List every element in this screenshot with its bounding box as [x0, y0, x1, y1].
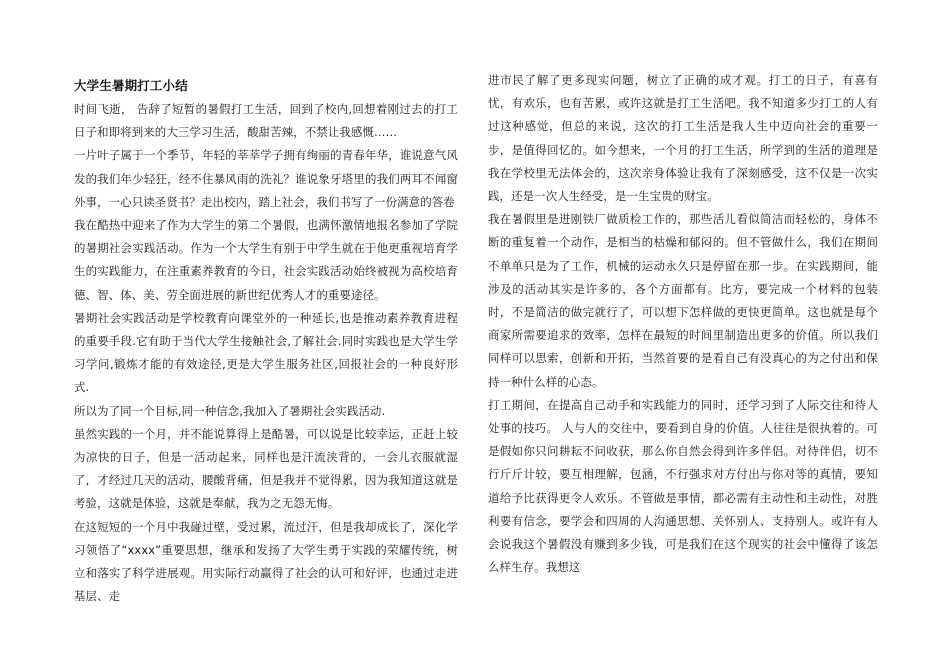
paragraph: 我在暑假里是进刚铁厂做质检工作的，那些活儿看似简洁而轻松的，身体不断的重复着一个动作，是相当的枯燥和郁闷的。但不管做什么，我们在期间不单单只是为了工作，机械的运动永久只是停留在那一步。在实践期间，能涉及的活动其实是许多的，各个方面都有。比方，要完成一个材料的包装时，不是简洁的做完就行了，可以想下怎样做的更快更简单。这也就是每个商家所需要追求的效率，怎样在最短的时间里制造出更多的价值。所以我们同样可以思索，创新和开拓，当然首要的是看自己有没真心的为之付出和保持一种什么样的心态。 [488, 212, 878, 389]
paragraph: 在这短短的一个月中我碰过壁，受过累，流过汗，但是我却成长了，深化学习领悟了“xxxx”重要思想，继承和发扬了大学生勇于实践的荣耀传统，树立和落实了科学进展观。用实际行动赢得了社会的认可和好评，也通过走进基层、走 [74, 519, 458, 604]
paragraph: 暑期社会实践活动是学校教育向课堂外的一种延长,也是推动素养教育进程的重要手段.它有助于当代大学生接触社会,了解社会.同时实践也是大学生学习学问,锻炼才能的有效途径,更是大学生服务社区,回报社会的一种良好形式. [74, 310, 458, 395]
paragraph: 一片叶子属于一个季节，年轻的莘莘学子拥有绚丽的青春年华，谁说意气风发的我们年少轻狂，经不住暴风雨的洗礼？谁说象牙塔里的我们两耳不闻窗外事，一心只读圣贤书？走出校内，踏上社会，我们书写了一份满意的答卷 [74, 148, 458, 209]
paragraph: 所以为了同一个目标,同一种信念,我加入了暑期社会实践活动. [74, 403, 386, 418]
paragraph: 虽然实践的一个月，并不能说算得上是酷暑，可以说是比较幸运，正赶上较为凉快的日子，但是一活动起来，同样也是汗流浃背的，一会儿衣服就湿了，才经过几天的活动，腰酸背痛，但是我并不觉得累，因为我知道这就是考验，这就是体验，这就是奉献，我为之无怨无悔。 [74, 426, 458, 511]
paragraph: 进市民了解了更多现实问题，树立了正确的成才观。打工的日子，有喜有忧，有欢乐，也有苦累，或许这就是打工生活吧。我不知道多少打工的人有过这种感觉，但总的来说，这次的打工生活是我人生中迈向社会的重要一步，是值得回忆的。如今想来，一个月的打工生活，所学到的生活的道理是我在学校里无法体会的，这次亲身体验让我有了深刻感受，这不仅是一次实践，还是一次人生经受，是一生宝贵的财宝。 [488, 73, 878, 204]
paragraph: 打工期间，在提高自己动手和实践能力的同时，还学习到了人际交往和待人处事的技巧。 人与人的交往中，要看到自身的价值。人往往是很执着的。可是假如你只问耕耘不问收获，那么你自然会得到许多伴侣。对待伴侣，切不行斤斤计较，要互相理解，包涵，不行强求对方付出与你对等的真情，要知道给予比获得更令人欢乐。不管做是事情，都必需有主动性和主动性，对胜利要有信念，要学会和四周的人沟通思想、关怀别人、支持别人。或许有人会说我这个暑假没有赚到多少钱，可是我们在这个现实的社会中懂得了该怎么样生存。我想这 [488, 397, 878, 575]
left-column [74, 74, 458, 608]
document-title: 大学生暑期打工小结 [74, 78, 188, 93]
paragraph: 我在酷热中迎来了作为大学生的第二个暑假，也满怀激情地报名参加了学院的暑期社会实践活动。作为一个大学生有别于中学生就在于他更重视培育学生的实践能力，在注重素养教育的今日，社会实践活动始终被视为高校培育德、智、体、美、劳全面进展的新世纪优秀人才的重要途径。 [74, 218, 458, 302]
right-column [488, 69, 878, 579]
paragraph: 时间飞逝， 告辞了短暂的暑假打工生活，回到了校内,回想着刚过去的打工日子和即将到来的大三学习生活，酸甜苦辣，不禁让我感慨…… [74, 102, 458, 140]
